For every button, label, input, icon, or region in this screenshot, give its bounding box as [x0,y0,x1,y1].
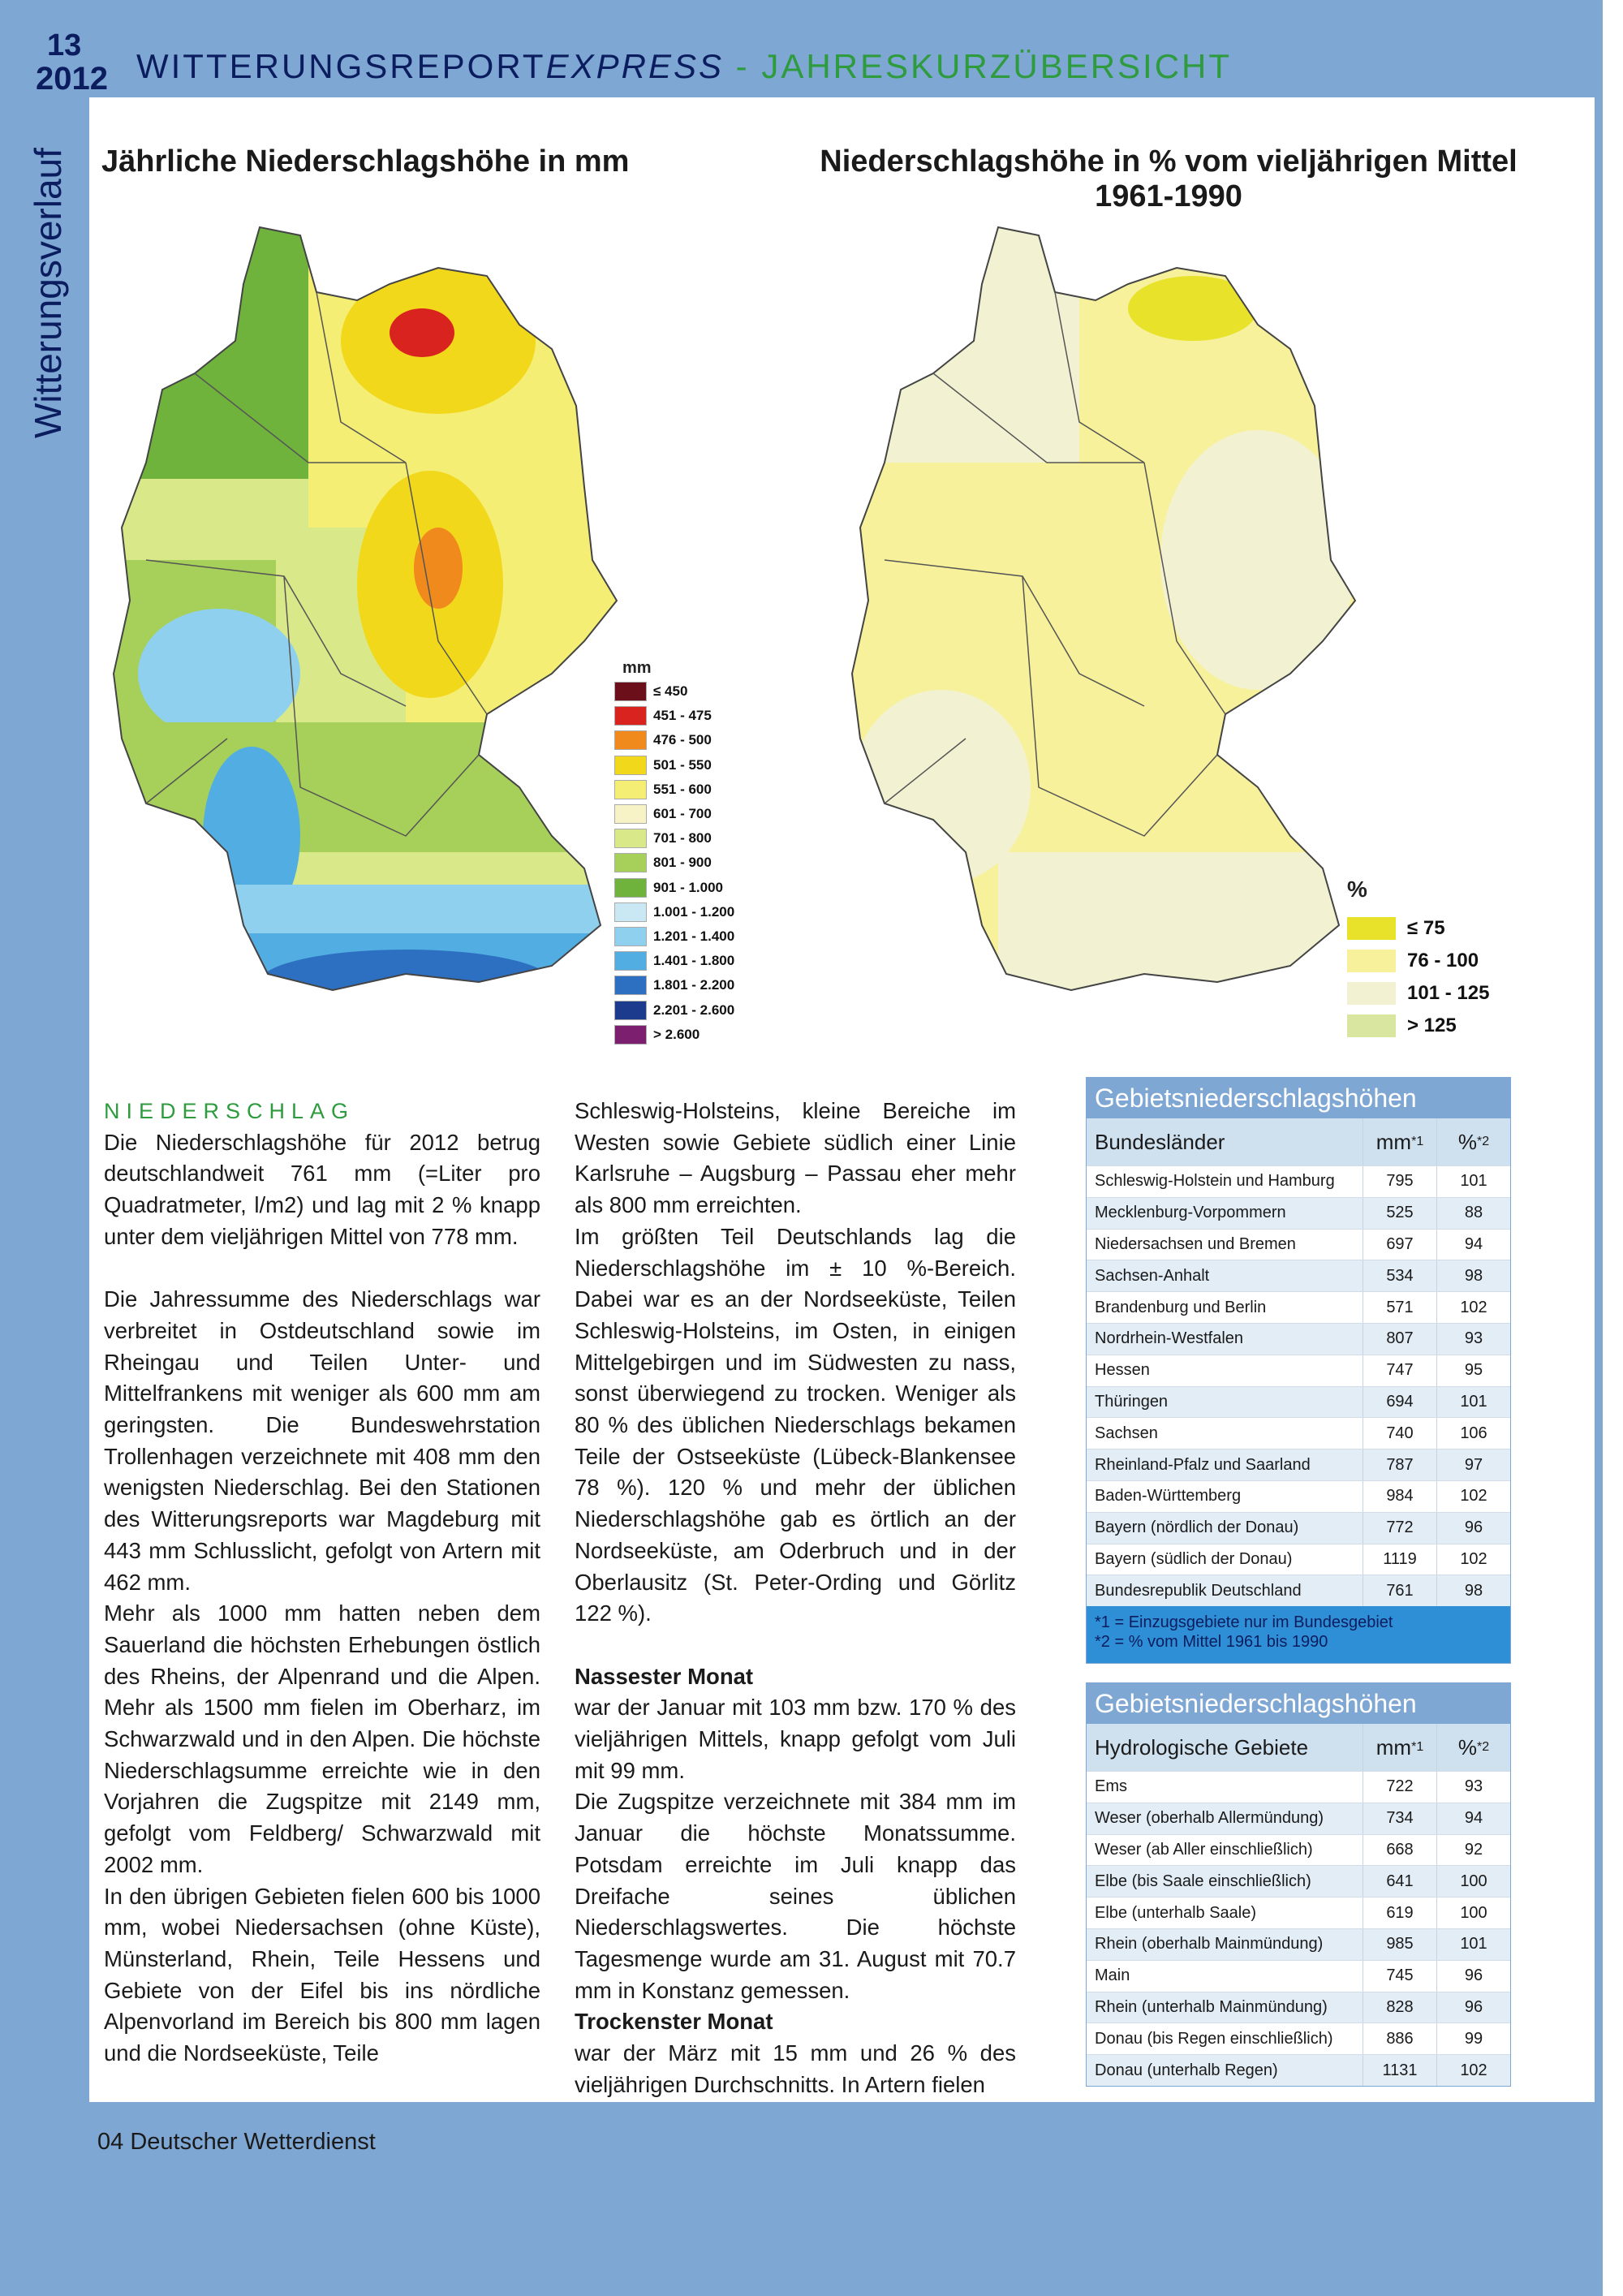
cell-name: Rheinland-Pfalz und Saarland [1095,1455,1311,1474]
report-title-sub: - JAHRESKURZÜBERSICHT [724,47,1233,85]
cell-name: Weser (oberhalb Allermündung) [1095,1809,1324,1828]
cell-mm: 772 [1363,1513,1436,1544]
map-right-title-line1: Niederschlagshöhe in % vom vieljährigen Mittel [820,144,1518,179]
cell-mm: 525 [1363,1198,1436,1229]
paragraph: Die Zugspitze verzeichnete mit 384 mm im Januar die höchste Monatssumme. Potsdam erreichte im Juli knapp das Dreifache seines üblichen Niederschlagswertes. Die höchste Tagesmenge wurde am 31. August mit 70.7 mm in Konstanz gemessen. [575,1789,1016,2003]
cell-percent: 100 [1436,1898,1510,1928]
cell-mm: 745 [1363,1961,1436,1992]
cell-name: Donau (unterhalb Regen) [1095,2061,1278,2079]
cell-percent: 93 [1436,1324,1510,1355]
legend-entry [614,1001,734,1020]
table-states-footnotes [1087,1606,1510,1663]
footnote-2: *2 = % vom Mittel 1961 bis 1990 [1095,1633,1328,1652]
cell-name: Bayern (nördlich der Donau) [1095,1518,1299,1537]
cell-mm: 828 [1363,1992,1436,2023]
report-title-main: WITTERUNGSREPORT [136,47,546,85]
cell-name: Sachsen-Anhalt [1095,1266,1210,1285]
map-right-legend-unit: % [1347,877,1367,902]
legend-entry [614,682,687,701]
table-row [1087,1197,1510,1229]
legend-swatch [614,902,647,922]
legend-swatch [1347,917,1396,940]
footnote-1: *1 = Einzugsgebiete nur im Bundesgebiet [1095,1613,1393,1632]
issue-year: 2012 [36,61,108,97]
legend-entry [614,878,723,898]
column-header-region: Bundesländer [1095,1129,1225,1154]
legend-entry [614,780,712,799]
cell-mm: 619 [1363,1898,1436,1928]
map-right-title-line2: 1961-1990 [1095,179,1242,213]
cell-mm: 1131 [1363,2055,1436,2086]
cell-percent: 102 [1436,1292,1510,1323]
table-hydro-body [1087,1771,1510,2086]
cell-name: Sachsen [1095,1424,1158,1442]
cell-percent: 94 [1436,1230,1510,1260]
cell-percent: 102 [1436,1481,1510,1512]
legend-entry [614,829,712,848]
cell-name: Elbe (bis Saale einschließlich) [1095,1872,1311,1890]
cell-name: Ems [1095,1777,1127,1796]
cell-percent: 95 [1436,1355,1510,1386]
legend-label: 551 - 600 [653,781,712,797]
column-header-percent-sup: *2 [1477,1740,1490,1754]
cell-mm: 534 [1363,1260,1436,1291]
cell-percent: 94 [1436,1803,1510,1834]
cell-name: Mecklenburg-Vorpommern [1095,1204,1286,1222]
cell-mm: 795 [1363,1166,1436,1197]
cell-mm: 641 [1363,1866,1436,1897]
cell-mm: 886 [1363,2023,1436,2054]
table-row [1087,1992,1510,2023]
cell-mm: 694 [1363,1387,1436,1418]
table-states-caption: Gebietsniederschlagshöhen [1087,1078,1510,1118]
cell-percent: 101 [1436,1929,1510,1960]
cell-name: Bundesrepublik Deutschland [1095,1581,1302,1600]
cell-name: Rhein (unterhalb Mainmündung) [1095,1997,1328,2016]
map-left-legend-unit: mm [622,659,652,677]
cell-name: Hessen [1095,1361,1150,1380]
legend-label: ≤ 450 [653,683,688,699]
paragraph: In den übrigen Gebieten fielen 600 bis 1000 mm, wobei Niedersachsen (ohne Küste), Münsterland, Rhein, Teile Hessens und Gebiete von der Eifel bis ins nördliche Alpenvorland im Bereich bis 800 mm lagen und die Nordseeküste, Teile [104,1883,540,2066]
table-row [1087,1417,1510,1449]
map-left-title: Jährliche Niederschlagshöhe in mm [101,144,630,179]
table-hydro [1086,1682,1511,2087]
legend-label: 1.001 - 1.200 [653,903,735,920]
legend-swatch [1347,982,1396,1005]
table-row [1087,2054,1510,2086]
cell-percent: 101 [1436,1387,1510,1418]
legend-entry [614,976,734,995]
legend-entry [1347,1014,1457,1037]
paragraph: war der März mit 15 mm und 26 % des vieljährigen Durchschnitts. In Artern fielen [575,2040,1016,2097]
legend-swatch [614,1025,647,1045]
column-header-mm [1363,1118,1436,1165]
legend-swatch [614,780,647,799]
legend-entry [614,706,712,726]
legend-label: 901 - 1.000 [653,879,724,895]
cell-name: Main [1095,1966,1130,1985]
legend-label: 76 - 100 [1407,950,1479,971]
legend-swatch [614,853,647,872]
legend-label: 701 - 800 [653,830,712,846]
table-row [1087,1386,1510,1418]
legend-entry [614,804,712,824]
table-row [1087,1165,1510,1197]
column-header-percent-label: % [1457,1129,1477,1154]
table-hydro-caption: Gebietsniederschlagshöhen [1087,1683,1510,1724]
table-states [1086,1077,1511,1664]
table-states-header [1087,1118,1510,1165]
cell-percent: 100 [1436,1866,1510,1897]
cell-mm: 740 [1363,1418,1436,1449]
legend-entry [614,927,734,946]
subheading-driest-month: Trockenster Monat [575,2009,773,2035]
map-right-title [759,144,1578,214]
cell-mm: 734 [1363,1803,1436,1834]
cell-mm: 787 [1363,1450,1436,1480]
cell-mm: 1119 [1363,1544,1436,1575]
table-row [1087,1771,1510,1803]
column-header-region: Hydrologische Gebiete [1095,1734,1309,1760]
report-title [136,47,1232,86]
legend-label: 476 - 500 [653,732,712,748]
page-footer: 04 Deutscher Wetterdienst [97,2129,376,2155]
cell-percent: 98 [1436,1260,1510,1291]
table-row [1087,1960,1510,1992]
table-row [1087,1229,1510,1260]
legend-entry [1347,950,1479,972]
subheading-wettest-month: Nassester Monat [575,1663,754,1689]
section-title: NIEDERSCHLAG [104,1099,355,1123]
table-row [1087,2022,1510,2054]
cell-percent: 92 [1436,1835,1510,1866]
table-row [1087,1480,1510,1512]
legend-label: 1.801 - 2.200 [653,977,735,993]
cell-name: Schleswig-Holstein und Hamburg [1095,1172,1335,1191]
paragraph: Die Niederschlagshöhe für 2012 betrug deutschlandweit 761 mm (=Liter pro Quadratmeter, l/m2) und lag mit 2 % knapp unter dem vieljährigen Mittel von 778 mm. [104,1129,540,1249]
column-header-percent [1436,1724,1510,1771]
cell-mm: 985 [1363,1929,1436,1960]
section-side-label: Witterungsverlauf [27,148,69,438]
column-header-mm-label: mm [1375,1734,1412,1760]
cell-mm: 807 [1363,1324,1436,1355]
legend-swatch [1347,1014,1396,1037]
cell-percent: 96 [1436,1513,1510,1544]
legend-entry [1347,982,1489,1005]
cell-mm: 747 [1363,1355,1436,1386]
legend-entry [1347,917,1445,940]
cell-percent: 88 [1436,1198,1510,1229]
table-row [1087,1323,1510,1355]
cell-name: Brandenburg und Berlin [1095,1298,1267,1316]
text-column-2 [575,1096,1016,2100]
legend-entry [614,1025,700,1045]
legend-entry [614,730,712,750]
cell-name: Weser (ab Aller einschließlich) [1095,1840,1313,1859]
table-row [1087,1544,1510,1575]
precipitation-mm-map [97,219,665,1031]
table-hydro-header [1087,1724,1510,1771]
legend-swatch [614,976,647,995]
legend-label: 1.401 - 1.800 [653,953,735,969]
cell-mm: 761 [1363,1575,1436,1606]
legend-swatch [1347,950,1396,972]
legend-swatch [614,878,647,898]
legend-entry [614,756,712,775]
cell-percent: 93 [1436,1772,1510,1803]
table-row [1087,1928,1510,1960]
table-row [1087,1512,1510,1544]
column-header-mm-sup: *1 [1411,1135,1424,1148]
table-row [1087,1355,1510,1386]
legend-label: 601 - 700 [653,806,712,821]
cell-mm: 984 [1363,1481,1436,1512]
cell-percent: 102 [1436,2055,1510,2086]
legend-entry [614,853,712,872]
table-row [1087,1897,1510,1928]
text-column-1 [104,1096,540,2070]
column-header-percent [1436,1118,1510,1165]
issue-number: 13 [47,28,82,62]
column-header-mm-sup: *1 [1411,1740,1424,1754]
paragraph: Mehr als 1000 mm hatten neben dem Sauerland die höchsten Erhebungen östlich des Rheins, der Alpenrand und die Alpen. Mehr als 1500 mm fielen im Oberharz, im Schwarzwald und in den Alpen. Die höchste Niederschlagsumme erreichte wie in den Vorjahren die Zugspitze mit 2149 mm, gefolgt vom Feldberg/ Schwarzwald mit 2002 mm. [104,1600,540,1877]
legend-entry [614,951,734,971]
report-title-express: EXPRESS [545,47,724,85]
cell-name: Baden-Württemberg [1095,1487,1242,1506]
column-header-percent-sup: *2 [1477,1135,1490,1148]
right-edge [1603,0,1623,2296]
legend-swatch [614,829,647,848]
legend-label: 801 - 900 [653,855,712,871]
cell-percent: 99 [1436,2023,1510,2054]
cell-percent: 106 [1436,1418,1510,1449]
precipitation-percent-map [836,219,1404,1031]
legend-label: 1.201 - 1.400 [653,928,735,944]
cell-name: Niedersachsen und Bremen [1095,1234,1296,1253]
legend-entry [614,902,734,922]
table-row [1087,1834,1510,1866]
table-row [1087,1574,1510,1606]
cell-name: Nordrhein-Westfalen [1095,1329,1244,1348]
cell-mm: 668 [1363,1835,1436,1866]
cell-percent: 98 [1436,1575,1510,1606]
paragraph: Schleswig-Holsteins, kleine Bereiche im Westen sowie Gebiete südlich einer Linie Karlsruhe – Augsburg – Passau eher mehr als 800 mm erreichten. [575,1098,1016,1218]
cell-mm: 697 [1363,1230,1436,1260]
cell-percent: 101 [1436,1166,1510,1197]
legend-label: 501 - 550 [653,756,712,773]
legend-swatch [614,804,647,824]
cell-name: Thüringen [1095,1392,1169,1411]
cell-name: Donau (bis Regen einschließlich) [1095,2029,1333,2048]
legend-label: > 2.600 [653,1026,700,1042]
table-row [1087,1291,1510,1323]
paragraph: war der Januar mit 103 mm bzw. 170 % des vieljährigen Mittels, knapp gefolgt vom Juli mit 99 mm. [575,1695,1016,1783]
legend-swatch [614,682,647,701]
legend-swatch [614,730,647,750]
cell-percent: 96 [1436,1992,1510,2023]
paragraph: Im größten Teil Deutschlands lag die Niederschlagshöhe im ± 10 %-Bereich. Dabei war es an der Nordseeküste, Teilen Schleswig-Holsteins, im Osten, in einigen Mittelgebirgen und im Südwesten zu nass, sonst überwiegend zu trocken. Weniger als 80 % des üblichen Niederschlags bekamen Teile der Ostseeküste (Lübeck-Blankensee 78 %). 120 % und mehr der üblichen Niederschlagshöhe gab es örtlich an der Nordseeküste, am Oderbruch und in der Oberlausitz (St. Peter-Ording und Görlitz 122 %). [575,1223,1016,1626]
cell-mm: 571 [1363,1292,1436,1323]
table-row [1087,1260,1510,1291]
table-row [1087,1803,1510,1834]
cell-name: Elbe (unterhalb Saale) [1095,1903,1257,1922]
legend-swatch [614,706,647,726]
cell-name: Bayern (südlich der Donau) [1095,1549,1293,1568]
legend-swatch [614,1001,647,1020]
cell-name: Rhein (oberhalb Mainmündung) [1095,1935,1324,1954]
legend-label: 451 - 475 [653,708,712,724]
cell-mm: 722 [1363,1772,1436,1803]
column-header-mm-label: mm [1375,1129,1412,1154]
legend-swatch [614,756,647,775]
cell-percent: 102 [1436,1544,1510,1575]
legend-label: 2.201 - 2.600 [653,1002,735,1018]
paragraph: Die Jahressumme des Niederschlags war verbreitet in Ostdeutschland sowie im Rheingau und Teilen Unter- und Mittelfrankens mit weniger als 600 mm am geringsten. Die Bundeswehrstation Trollenhagen verzeichnete mit 408 mm den wenigsten Niederschlag. Bei den Stationen des Witterungsreports war Magdeburg mit 443 mm Schlusslicht, gefolgt von Artern mit 462 mm. [104,1286,540,1595]
legend-label: 101 - 125 [1407,982,1490,1004]
table-row [1087,1865,1510,1897]
cell-percent: 96 [1436,1961,1510,1992]
column-header-mm [1363,1724,1436,1771]
legend-label: > 125 [1407,1014,1457,1036]
column-header-percent-label: % [1457,1734,1477,1760]
cell-percent: 97 [1436,1450,1510,1480]
legend-swatch [614,951,647,971]
legend-label: ≤ 75 [1407,917,1445,939]
table-states-body [1087,1165,1510,1606]
table-row [1087,1449,1510,1480]
legend-swatch [614,927,647,946]
